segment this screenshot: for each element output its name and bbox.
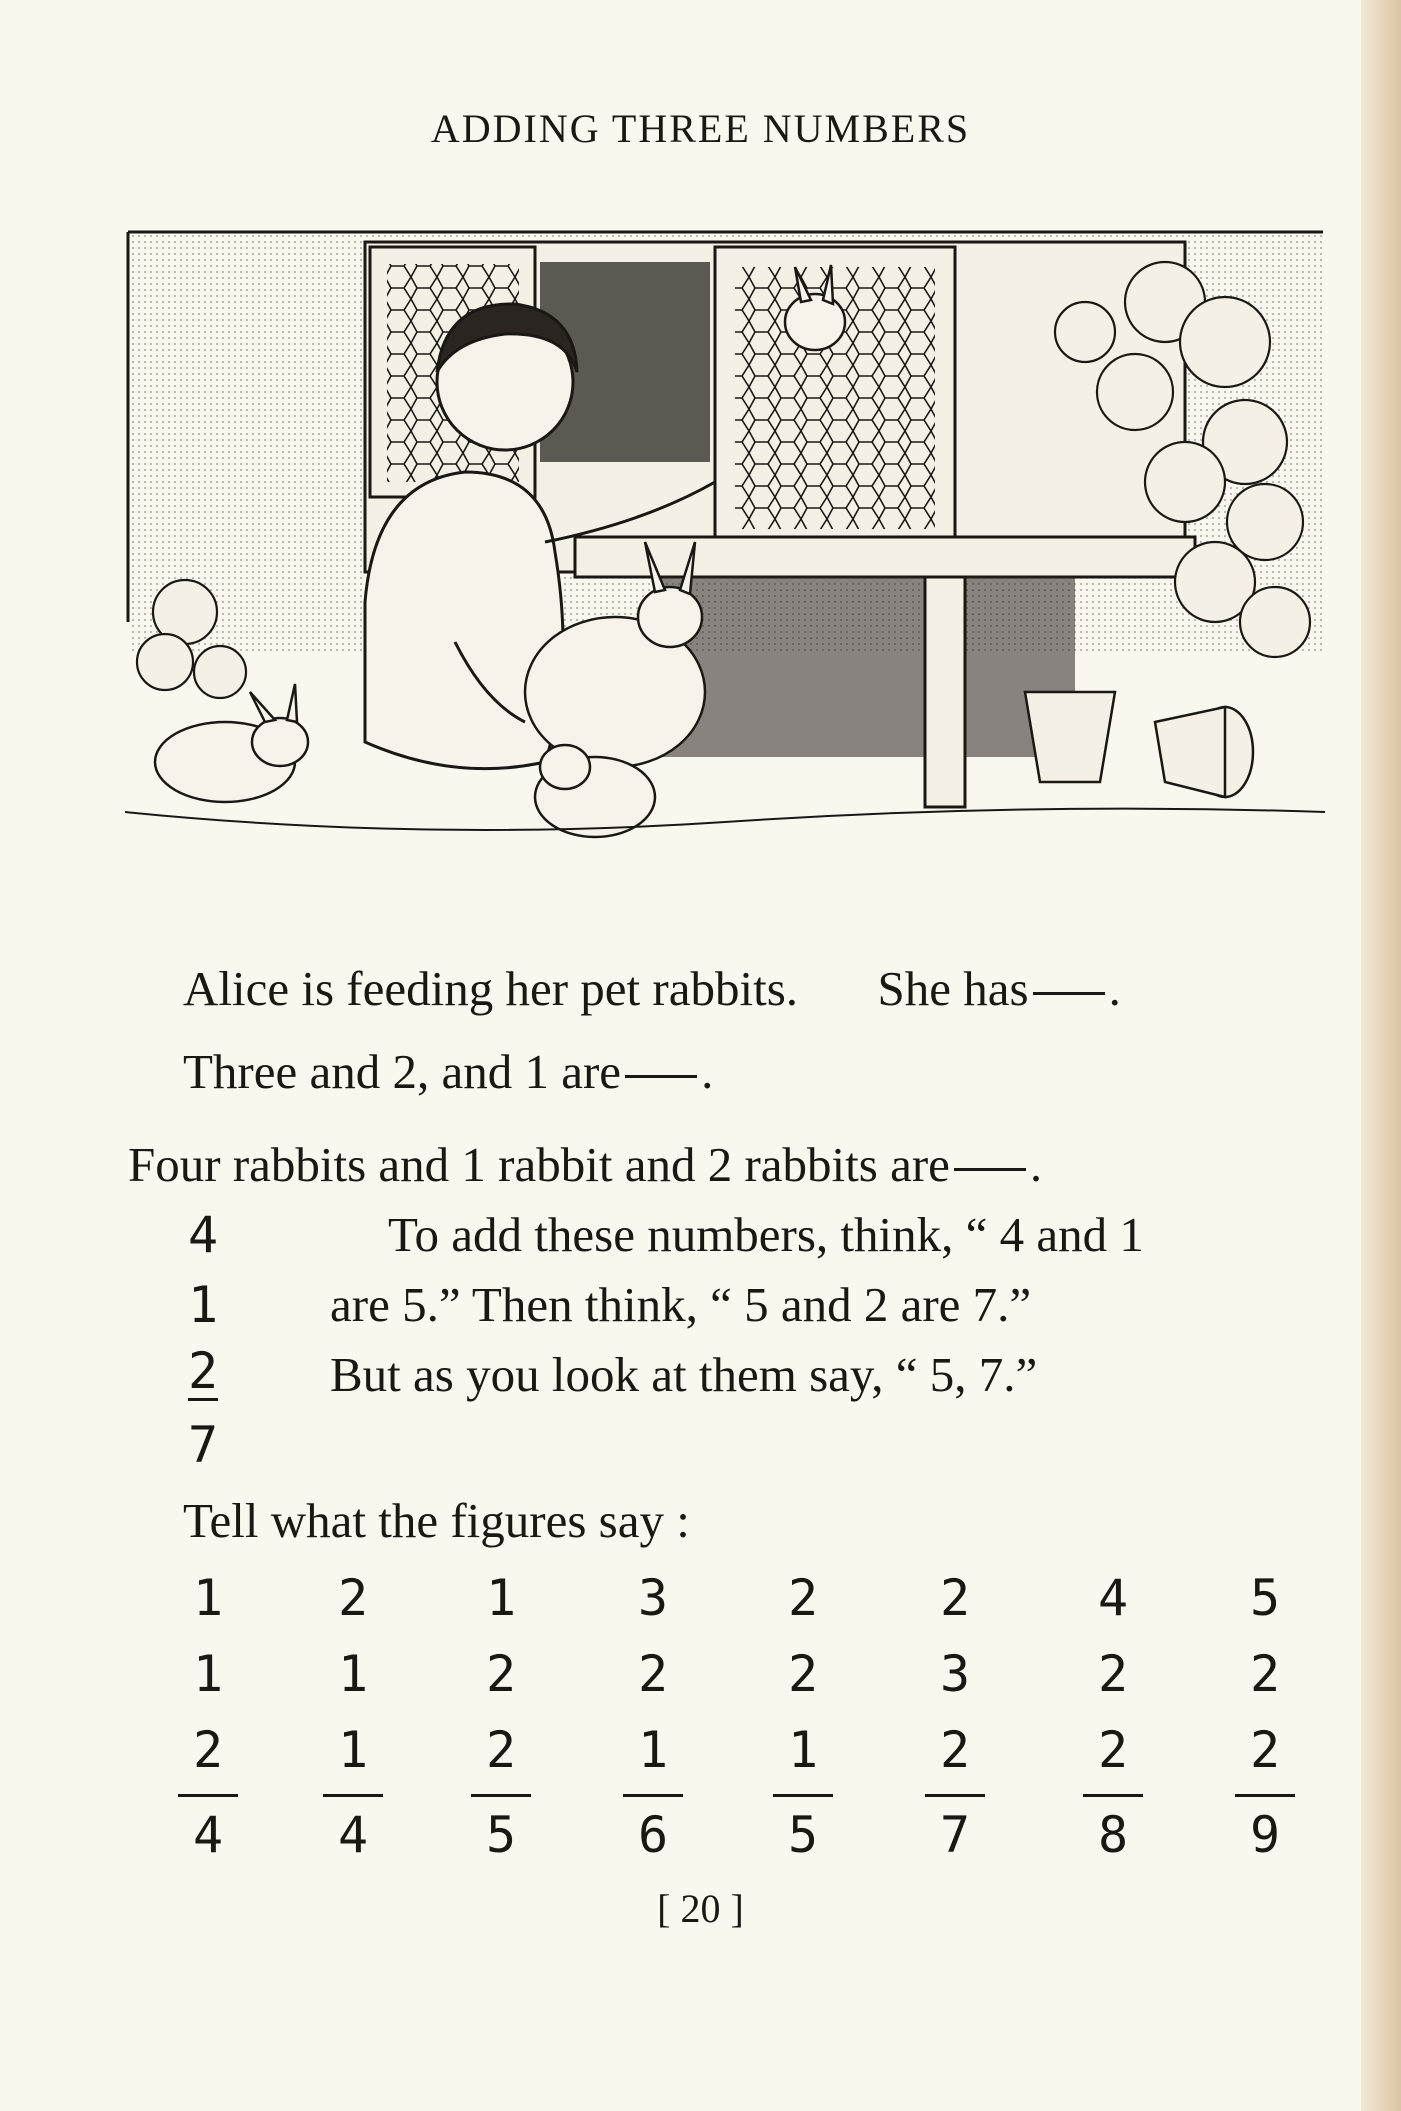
addend: 2: [939, 1721, 971, 1779]
answer-blank: [1033, 992, 1105, 995]
sum: 5: [787, 1806, 819, 1864]
example-addend-2: 1: [188, 1276, 219, 1334]
rabbit-hutch-illustration: [125, 222, 1325, 877]
exercise-column: [471, 1560, 531, 1873]
exercise-column: [1235, 1560, 1295, 1873]
exercise-column: [178, 1560, 238, 1873]
period: .: [1108, 961, 1121, 1016]
exercise-column: [1083, 1560, 1143, 1873]
addend: 1: [337, 1645, 369, 1703]
addend: 3: [939, 1645, 971, 1703]
addend: 2: [1097, 1645, 1129, 1703]
sum: 7: [939, 1806, 971, 1864]
addend: 1: [192, 1645, 224, 1703]
addend: 1: [787, 1721, 819, 1779]
addend: 2: [939, 1569, 971, 1627]
page-number: [ 20 ]: [657, 1886, 744, 1931]
addend: 1: [485, 1569, 517, 1627]
question-3-text: Four rabbits and 1 rabbit and 2 rabbits are: [128, 1137, 950, 1192]
addend: 2: [192, 1721, 224, 1779]
addend: 4: [1097, 1569, 1129, 1627]
addend: 2: [1249, 1645, 1281, 1703]
explanation-line-3: But as you look at them say, “ 5, 7.”: [330, 1347, 1038, 1402]
question-1-text: Alice is feeding her pet rabbits.: [183, 961, 799, 1016]
example-sum: 7: [188, 1416, 219, 1474]
exercise-column: [623, 1560, 683, 1873]
sum: 6: [637, 1806, 669, 1864]
addend: 2: [1097, 1721, 1129, 1779]
example-addend-1: 4: [188, 1206, 219, 1264]
addend: 3: [637, 1569, 669, 1627]
addend: 1: [337, 1721, 369, 1779]
addend: 2: [485, 1645, 517, 1703]
addend: 1: [192, 1569, 224, 1627]
addend: 1: [637, 1721, 669, 1779]
addend: 2: [637, 1645, 669, 1703]
sum: 8: [1097, 1806, 1129, 1864]
sum: 4: [192, 1806, 224, 1864]
running-head: ADDING THREE NUMBERS: [430, 106, 971, 151]
question-2-text: Three and 2, and 1 are: [183, 1044, 622, 1099]
answer-blank: [954, 1168, 1026, 1171]
exercise-column: [773, 1560, 833, 1873]
explanation-line-2: are 5.” Then think, “ 5 and 2 are 7.”: [330, 1277, 1032, 1332]
question-line-1: [183, 960, 1121, 1017]
sum: 5: [485, 1806, 517, 1864]
question-line-3: [128, 1136, 1042, 1193]
period: .: [1029, 1137, 1043, 1192]
exercise-prompt: Tell what the figures say :: [183, 1493, 690, 1548]
question-line-2: [183, 1043, 713, 1100]
addend: 2: [787, 1569, 819, 1627]
addend: 2: [1249, 1721, 1281, 1779]
addend: 2: [485, 1721, 517, 1779]
exercise-column: [323, 1560, 383, 1873]
addend: 2: [337, 1569, 369, 1627]
sum: 9: [1249, 1806, 1281, 1864]
answer-blank: [625, 1075, 697, 1078]
explanation-line-1: To add these numbers, think, “ 4 and 1: [388, 1207, 1144, 1262]
sum: 4: [337, 1806, 369, 1864]
page-edge: [1361, 0, 1401, 2111]
period: .: [701, 1044, 714, 1099]
exercise-column: [925, 1560, 985, 1873]
addend: 5: [1249, 1569, 1281, 1627]
addend: 2: [787, 1645, 819, 1703]
question-1-text-b: She has: [877, 961, 1029, 1016]
example-addend-3: 2: [188, 1342, 219, 1400]
